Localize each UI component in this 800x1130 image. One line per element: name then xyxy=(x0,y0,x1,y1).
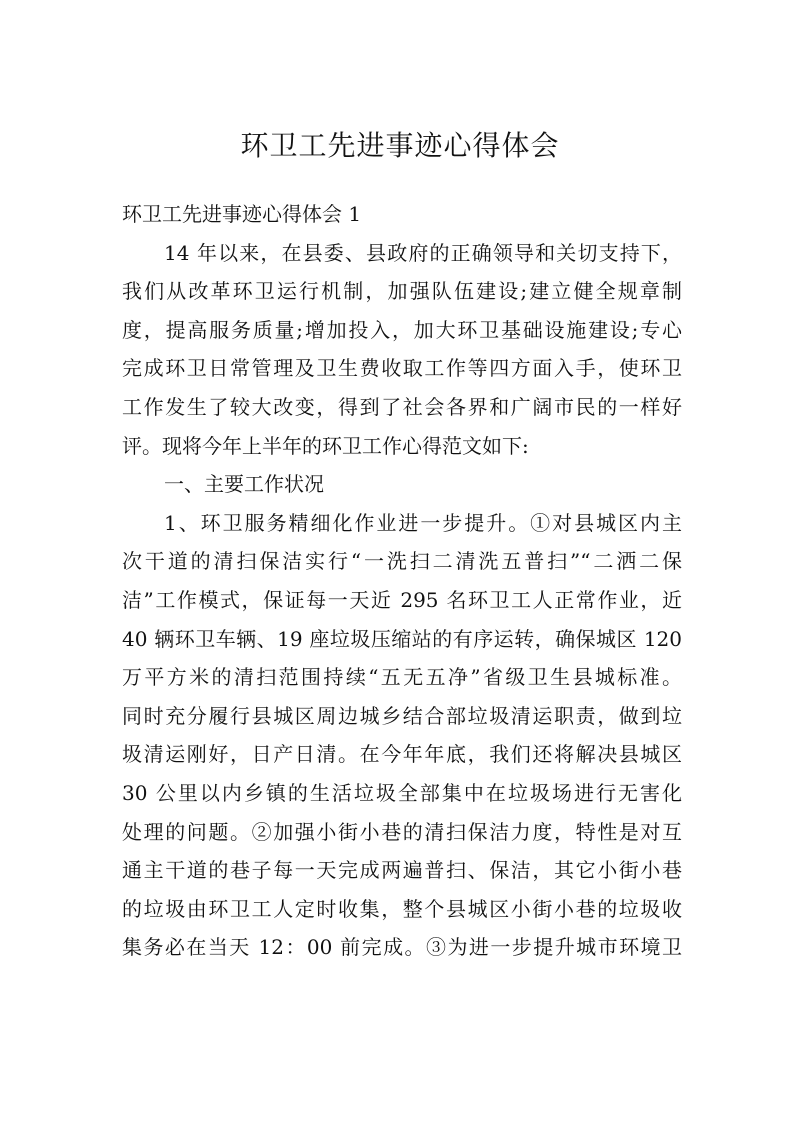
paragraph-line: 40 辆环卫车辆、19 座垃圾压缩站的有序运转，确保城区 120 xyxy=(122,626,682,651)
paragraph-line: 通主干道的巷子每一天完成两遍普扫、保洁，其它小街小巷 xyxy=(122,858,682,883)
paragraph-line: 的垃圾由环卫工人定时收集，整个县城区小街小巷的垃圾收 xyxy=(122,896,682,921)
subsection-heading: 一、主要工作状况 xyxy=(164,472,324,497)
paragraph-line: 度，提高服务质量;增加投入，加大环卫基础设施建设;专心 xyxy=(122,317,682,342)
paragraph-line: 次干道的清扫保洁实行“一洗扫二清洗五普扫”“二洒二保 xyxy=(122,549,682,574)
document-title: 环卫工先进事迹心得体会 xyxy=(240,129,560,162)
paragraph-line: 工作发生了较大改变，得到了社会各界和广阔市民的一样好 xyxy=(122,394,682,419)
paragraph-line: 万平方米的清扫范围持续“五无五净”省级卫生县城标准。 xyxy=(122,665,682,690)
paragraph-line: 完成环卫日常管理及卫生费收取工作等四方面入手，使环卫 xyxy=(122,356,682,381)
paragraph-line: 评。现将今年上半年的环卫工作心得范文如下: xyxy=(122,433,529,458)
paragraph-line: 同时充分履行县城区周边城乡结合部垃圾清运职责，做到垃 xyxy=(122,703,682,728)
paragraph-line: 1、环卫服务精细化作业进一步提升。①对县城区内主 xyxy=(164,510,682,535)
section-heading: 环卫工先进事迹心得体会 1 xyxy=(122,202,362,226)
paragraph-line: 14 年以来，在县委、县政府的正确领导和关切支持下， xyxy=(164,240,682,265)
document-body xyxy=(122,195,682,967)
paragraph-line: 圾清运刚好，日产日清。在今年年底，我们还将解决县城区 xyxy=(122,742,682,767)
paragraph-line: 处理的问题。②加强小街小巷的清扫保洁力度，特性是对互 xyxy=(122,819,682,844)
paragraph-line: 30 公里以内乡镇的生活垃圾全部集中在垃圾场进行无害化 xyxy=(122,780,682,805)
paragraph-line: 我们从改革环卫运行机制，加强队伍建设;建立健全规章制 xyxy=(122,279,682,304)
paragraph-line: 洁”工作模式，保证每一天近 295 名环卫工人正常作业，近 xyxy=(122,587,682,612)
paragraph-line: 集务必在当天 12：00 前完成。③为进一步提升城市环境卫 xyxy=(122,935,682,960)
